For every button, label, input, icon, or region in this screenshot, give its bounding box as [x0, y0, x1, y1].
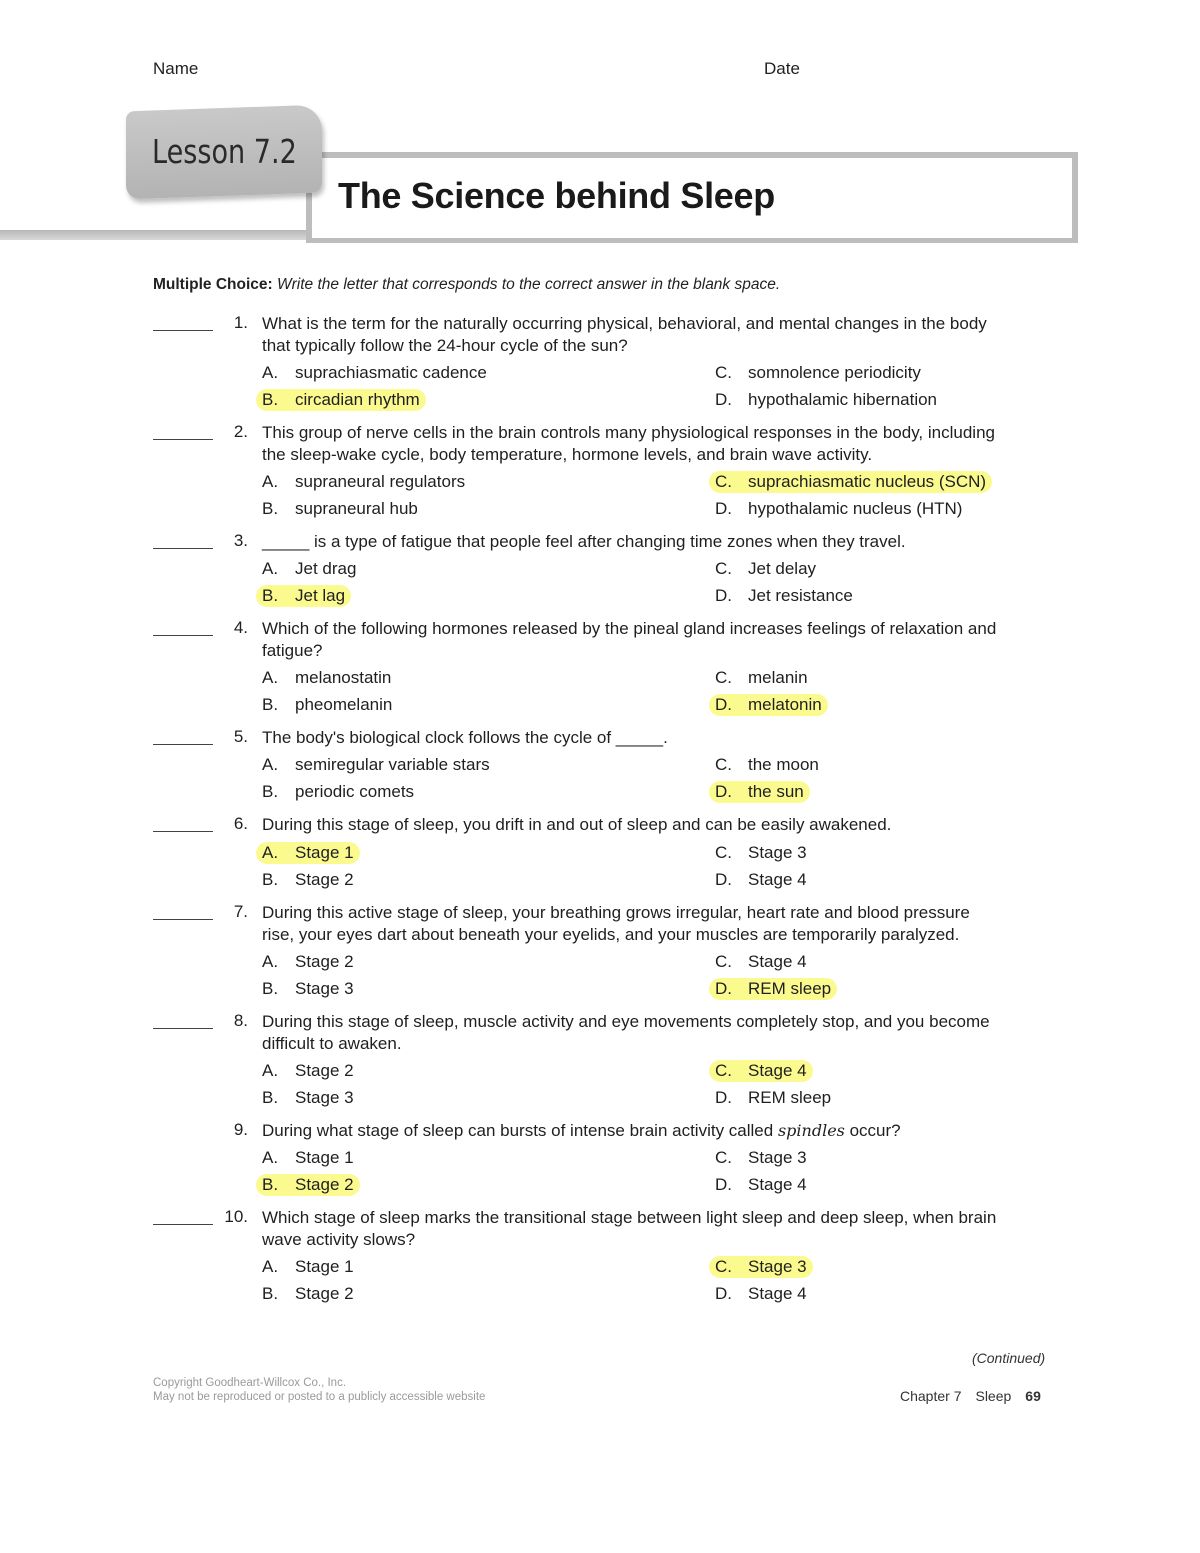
- question-text: [262, 1120, 1052, 1142]
- question-text: [262, 814, 1052, 836]
- option-a: A. semiregular variable stars: [262, 755, 490, 774]
- answer-blank[interactable]: [153, 817, 213, 832]
- answer-blank[interactable]: [153, 316, 213, 331]
- question-line: rise, your eyes dart about beneath your eyelids, and your muscles are temporarily paralyzed.: [262, 925, 960, 944]
- option-b: B. periodic comets: [262, 782, 415, 801]
- lesson-label: Lesson 7.2: [152, 132, 297, 171]
- date-label: Date: [764, 59, 800, 78]
- continued-note: (Continued): [972, 1350, 1046, 1366]
- option-d-highlighted: D. the sun: [709, 781, 810, 803]
- option-a: A. supraneural regulators: [262, 472, 466, 491]
- option-d: D. hypothalamic nucleus (HTN): [715, 499, 963, 518]
- question-term: spindles: [777, 1121, 845, 1140]
- question-number: 7.: [233, 902, 248, 921]
- option-d: D. Stage 4: [715, 870, 807, 889]
- question-text: [262, 618, 1052, 662]
- option-a: A. Stage 1: [262, 1148, 354, 1167]
- option-d: D. Jet resistance: [715, 586, 853, 605]
- instructions: [153, 276, 780, 294]
- option-a-highlighted: A. Stage 1: [256, 842, 360, 864]
- option-d-highlighted: D. REM sleep: [709, 978, 837, 1000]
- option-c: C. the moon: [715, 755, 819, 774]
- question-line: During this stage of sleep, muscle activity and eye movements completely stop, and you become: [262, 1012, 990, 1031]
- answer-blank[interactable]: [153, 730, 213, 745]
- question-number: 2.: [233, 422, 248, 441]
- option-c: C. Stage 3: [715, 1148, 807, 1167]
- page-info: [900, 1388, 1041, 1404]
- option-c-highlighted: C. Stage 4: [709, 1060, 813, 1082]
- question-text: [262, 313, 1052, 357]
- option-b: B. Stage 3: [262, 979, 354, 998]
- question-number: 1.: [233, 313, 248, 332]
- option-d: D. hypothalamic hibernation: [715, 390, 938, 409]
- question-number: 9.: [233, 1120, 248, 1139]
- page-title: The Science behind Sleep: [338, 175, 775, 216]
- section-label: Sleep: [975, 1388, 1012, 1404]
- question-number: 6.: [233, 814, 248, 833]
- question-line: This group of nerve cells in the brain controls many physiological responses in the body, including: [262, 423, 995, 442]
- question-line: _____ is a type of fatigue that people feel after changing time zones when they travel.: [262, 532, 906, 551]
- option-c: C. Stage 3: [715, 843, 807, 862]
- question-text: [262, 531, 1052, 553]
- question-line: that typically follow the 24-hour cycle of the sun?: [262, 336, 628, 355]
- question-line: Which of the following hormones released by the pineal gland increases feelings of relaxation and: [262, 619, 997, 638]
- option-d-highlighted: D. melatonin: [709, 694, 828, 716]
- instructions-lead: Multiple Choice:: [153, 276, 273, 293]
- option-a: A. suprachiasmatic cadence: [262, 363, 487, 382]
- option-d: D. REM sleep: [715, 1088, 832, 1107]
- question-line: The body's biological clock follows the cycle of _____.: [262, 728, 668, 747]
- instructions-body: Write the letter that corresponds to the correct answer in the blank space.: [277, 276, 781, 293]
- option-d: D. Stage 4: [715, 1284, 807, 1303]
- question-text: [262, 1207, 1052, 1251]
- option-d: D. Stage 4: [715, 1175, 807, 1194]
- option-b-highlighted: B. Stage 2: [256, 1174, 360, 1196]
- question-line: wave activity slows?: [262, 1230, 416, 1249]
- question-line: difficult to awaken.: [262, 1034, 402, 1053]
- question-line: fatigue?: [262, 641, 323, 660]
- question-text: [262, 902, 1052, 946]
- option-c-highlighted: C. Stage 3: [709, 1256, 813, 1278]
- option-a: A. Jet drag: [262, 559, 357, 578]
- question-line: During this stage of sleep, you drift in and out of sleep and can be easily awakened.: [262, 815, 892, 834]
- copyright-line: Copyright Goodheart-Willcox Co., Inc.: [153, 1377, 347, 1389]
- answer-blank[interactable]: [153, 534, 213, 549]
- question-text: [262, 422, 1052, 466]
- option-c: C. somnolence periodicity: [715, 363, 921, 382]
- chapter-label: Chapter 7: [900, 1388, 962, 1404]
- question-text-before: During what stage of sleep can bursts of intense brain activity called: [262, 1121, 778, 1140]
- option-c: C. Stage 4: [715, 952, 807, 971]
- copyright-notice: [153, 1376, 485, 1404]
- question-number: 10.: [224, 1207, 248, 1226]
- question-number: 4.: [233, 618, 248, 637]
- option-b: B. Stage 2: [262, 1284, 354, 1303]
- option-a: A. Stage 1: [262, 1257, 354, 1276]
- question-line: Which stage of sleep marks the transitional stage between light sleep and deep sleep, when brain: [262, 1208, 997, 1227]
- answer-blank[interactable]: [153, 1210, 213, 1225]
- question-text: [262, 727, 1052, 749]
- option-c: C. melanin: [715, 668, 808, 687]
- question-number: 8.: [233, 1011, 248, 1030]
- option-b: B. Stage 2: [262, 870, 354, 889]
- option-a: A. Stage 2: [262, 952, 354, 971]
- question-text-after: occur?: [844, 1121, 901, 1140]
- answer-blank[interactable]: [153, 905, 213, 920]
- option-c: C. Jet delay: [715, 559, 817, 578]
- copyright-line: May not be reproduced or posted to a publicly accessible website: [153, 1391, 486, 1403]
- answer-blank[interactable]: [153, 621, 213, 636]
- option-a: A. melanostatin: [262, 668, 392, 687]
- answer-blank[interactable]: [153, 425, 213, 440]
- option-b: B. pheomelanin: [262, 695, 393, 714]
- option-b-highlighted: B. circadian rhythm: [256, 389, 426, 411]
- option-b: B. Stage 3: [262, 1088, 354, 1107]
- question-number: 5.: [233, 727, 248, 746]
- question-line: During this active stage of sleep, your breathing grows irregular, heart rate and blood pressure: [262, 903, 970, 922]
- question-line: the sleep-wake cycle, body temperature, hormone levels, and brain wave activity.: [262, 445, 873, 464]
- option-c-highlighted: C. suprachiasmatic nucleus (SCN): [709, 471, 992, 493]
- option-a: A. Stage 2: [262, 1061, 354, 1080]
- question-line: What is the term for the naturally occurring physical, behavioral, and mental changes in the body: [262, 314, 987, 333]
- answer-blank[interactable]: [153, 1014, 213, 1029]
- option-b: B. supraneural hub: [262, 499, 418, 518]
- question-text: [262, 1011, 1052, 1055]
- name-label: Name: [153, 59, 199, 78]
- option-b-highlighted: B. Jet lag: [256, 585, 351, 607]
- page-number: 69: [1025, 1388, 1041, 1404]
- question-number: 3.: [233, 531, 248, 550]
